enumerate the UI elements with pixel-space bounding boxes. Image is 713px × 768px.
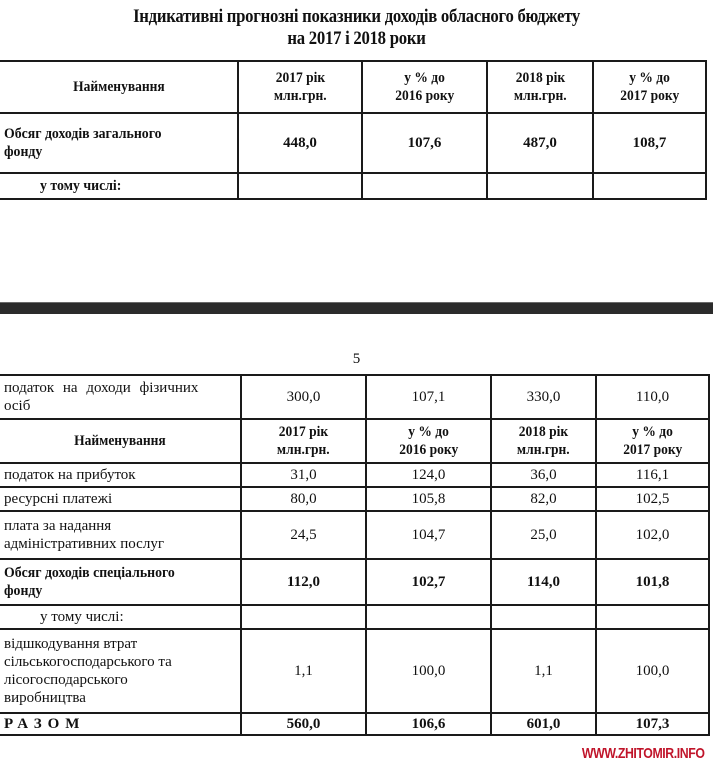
empty-cell xyxy=(593,173,706,199)
value-2018: 36,0 xyxy=(491,463,596,487)
header-row xyxy=(0,419,709,463)
row-name: у тому числі: xyxy=(0,605,241,629)
page-number: 5 xyxy=(352,351,361,367)
header-pct-2017: у % до 2017 року xyxy=(593,61,706,113)
pct-2016: 124,0 xyxy=(366,463,491,487)
page-separator xyxy=(0,302,713,314)
value-2017: 24,5 xyxy=(241,511,366,559)
row-name: ресурсні платежі xyxy=(0,487,241,511)
document-title-line-1: Індикативні прогнозні показники доходів обласного бюджету xyxy=(133,6,580,27)
pct-2017: 102,0 xyxy=(596,511,709,559)
table-row xyxy=(0,559,709,605)
total-value-2017: 560,0 xyxy=(241,713,366,735)
pct-2016: 102,7 xyxy=(366,559,491,605)
empty-cell xyxy=(487,173,593,199)
header-2017: 2017 рік млн.грн. xyxy=(238,61,362,113)
empty-cell xyxy=(596,605,709,629)
row-name: Обсяг доходів загального фонду xyxy=(0,113,238,173)
table-row xyxy=(0,511,709,559)
header-name: Найменування xyxy=(0,419,241,463)
value-2018: 330,0 xyxy=(491,375,596,419)
value-2017: 300,0 xyxy=(241,375,366,419)
pct-2016: 104,7 xyxy=(366,511,491,559)
header-pct-2016: у % до 2016 року xyxy=(366,419,491,463)
value-2018: 25,0 xyxy=(491,511,596,559)
row-name: у тому числі: xyxy=(0,173,238,199)
empty-cell xyxy=(238,173,362,199)
header-2017: 2017 рік млн.грн. xyxy=(241,419,366,463)
header-pct-2016: у % до 2016 року xyxy=(362,61,487,113)
pct-2017: 100,0 xyxy=(596,629,709,713)
table-row xyxy=(0,487,709,511)
revenue-table-bottom xyxy=(0,374,710,736)
total-row xyxy=(0,713,709,735)
header-pct-2017: у % до 2017 року xyxy=(596,419,709,463)
pct-2017: 108,7 xyxy=(593,113,706,173)
value-2017: 31,0 xyxy=(241,463,366,487)
pct-2017: 116,1 xyxy=(596,463,709,487)
pct-2016: 100,0 xyxy=(366,629,491,713)
value-2018: 1,1 xyxy=(491,629,596,713)
table-row xyxy=(0,173,706,199)
empty-cell xyxy=(491,605,596,629)
value-2017: 1,1 xyxy=(241,629,366,713)
empty-cell xyxy=(241,605,366,629)
row-name: податок на прибуток xyxy=(0,463,241,487)
table-row xyxy=(0,113,706,173)
table-row xyxy=(0,463,709,487)
value-2017: 112,0 xyxy=(241,559,366,605)
value-2017: 448,0 xyxy=(238,113,362,173)
total-pct-2017: 107,3 xyxy=(596,713,709,735)
empty-cell xyxy=(362,173,487,199)
empty-cell xyxy=(366,605,491,629)
row-name: відшкодування втрат сільськогосподарського та лісогосподарського виробництва xyxy=(0,629,241,713)
value-2018: 487,0 xyxy=(487,113,593,173)
header-row xyxy=(0,61,706,113)
row-name: Обсяг доходів спеціального фонду xyxy=(0,559,241,605)
table-row xyxy=(0,629,709,713)
pct-2017: 110,0 xyxy=(596,375,709,419)
total-pct-2016: 106,6 xyxy=(366,713,491,735)
header-2018: 2018 рік млн.грн. xyxy=(491,419,596,463)
site-watermark: WWW.ZHITOMIR.INFO xyxy=(582,745,705,762)
pct-2017: 102,5 xyxy=(596,487,709,511)
total-label: РАЗОМ xyxy=(0,713,241,735)
value-2018: 114,0 xyxy=(491,559,596,605)
pct-2017: 101,8 xyxy=(596,559,709,605)
row-name: податок на доходи фізичних осіб xyxy=(0,375,241,419)
pct-2016: 105,8 xyxy=(366,487,491,511)
table-row xyxy=(0,375,709,419)
pct-2016: 107,1 xyxy=(366,375,491,419)
total-value-2018: 601,0 xyxy=(491,713,596,735)
header-2018: 2018 рік млн.грн. xyxy=(487,61,593,113)
header-name: Найменування xyxy=(0,61,238,113)
value-2018: 82,0 xyxy=(491,487,596,511)
value-2017: 80,0 xyxy=(241,487,366,511)
pct-2016: 107,6 xyxy=(362,113,487,173)
revenue-table-top xyxy=(0,60,707,200)
document-title-line-2: на 2017 і 2018 роки xyxy=(287,28,426,49)
row-name: плата за надання адміністративних послуг xyxy=(0,511,241,559)
table-row xyxy=(0,605,709,629)
